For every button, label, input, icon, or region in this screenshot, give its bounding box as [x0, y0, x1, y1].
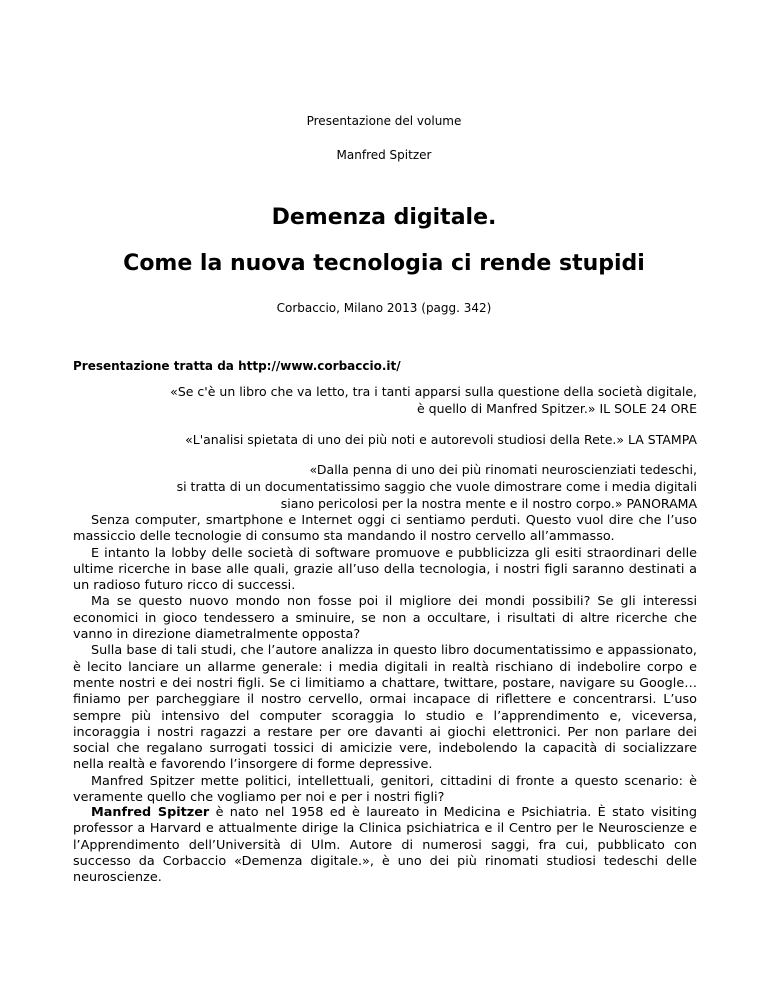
body-paragraph: Senza computer, smartphone e Internet oggi ci sentiamo perduti. Questo vuol dire che l’uso massiccio delle tecnologie di consumo sta mandando il nostro cervello all’ammasso. [73, 513, 697, 545]
quote-line: «L'analisi spietata di uno dei più noti e autorevoli studiosi della Rete.» LA STAMPA [185, 432, 697, 447]
publication-info: Corbaccio, Milano 2013 (pagg. 342) [276, 301, 492, 315]
review-quote [185, 431, 697, 448]
source-heading: Presentazione tratta da http://www.corbaccio.it/ [73, 359, 401, 373]
book-subtitle: Come la nuova tecnologia ci rende stupidi [123, 251, 645, 276]
bio-paragraph [73, 805, 697, 886]
quote-line: «Dalla penna di uno dei più rinomati neuroscienziati tedeschi, [309, 462, 697, 477]
bio-author-name: Manfred Spitzer [91, 805, 210, 820]
quote-line: è quello di Manfred Spitzer.» IL SOLE 24 ORE [416, 401, 697, 416]
quote-line: si tratta di un documentatissimo saggio che vuole dimostrare come i media digitali [176, 479, 697, 494]
quote-line: «Se c'è un libro che va letto, tra i tanti apparsi sulla questione della società digitale, [170, 384, 697, 399]
description-body [73, 513, 697, 806]
review-quote [177, 461, 697, 512]
body-paragraph: E intanto la lobby delle società di software promuove e pubblicizza gli esiti straordinari delle ultime ricerche in base alle quali, grazie all’uso della tecnologia, i nostri figli saranno destinati a un radioso futuro ricco di successi. [73, 545, 697, 594]
review-quote [170, 383, 697, 417]
bio-text: è nato nel 1958 ed è laureato in Medicina e Psichiatria. È stato visiting professor a Harvard e attualmente dirige la Clinica psichiatrica e il Centro per le Neuroscienze e l’Apprendimento dell’Università di Ulm. Autore di numerosi saggi, fra cui, pubblicato con successo da Corbaccio «Demenza digitale.», è uno dei più rinomati studiosi tedeschi delle neuroscienze. [73, 805, 697, 886]
presentation-label: Presentazione del volume [306, 114, 462, 128]
body-paragraph: Manfred Spitzer mette politici, intellettuali, genitori, cittadini di fronte a questo scenario: è veramente quello che vogliamo per noi e per i nostri figli? [73, 773, 697, 806]
quote-line: siano pericolosi per la nostra mente e il nostro corpo.» PANORAMA [280, 496, 697, 511]
book-title: Demenza digitale. [271, 205, 497, 230]
body-paragraph: Ma se questo nuovo mondo non fosse poi il migliore dei mondi possibili? Se gli interessi economici in gioco tendessero a sminuire, se non a occultare, i risultati di altre ricerche che vanno in direzione diametralmente opposta? [73, 594, 697, 643]
author-name: Manfred Spitzer [336, 148, 432, 162]
author-bio [73, 805, 697, 886]
body-paragraph: Sulla base di tali studi, che l’autore analizza in questo libro documentatissimo e appassionato, è lecito lanciare un allarme generale: i media digitali in realtà rischiano di indebolire corpo e mente nostri e dei nostri figli. Se ci limitiamo a chattare, twittare, postare, navigare su Google… finiamo per parcheggiare il nostro cervello, ormai incapace di riflettere e concentrarsi. L’uso sempre più intensivo del computer scoraggia lo studio e l’apprendimento e, viceversa, incoraggia i nostri ragazzi a restare per ore davanti ai giochi elettronici. Per non parlare dei social che regalano surrogati tossici di amicizie vere, indebolendo la capacità di socializzare nella realtà e favorendo l’insorgere di forme depressive. [73, 643, 697, 773]
